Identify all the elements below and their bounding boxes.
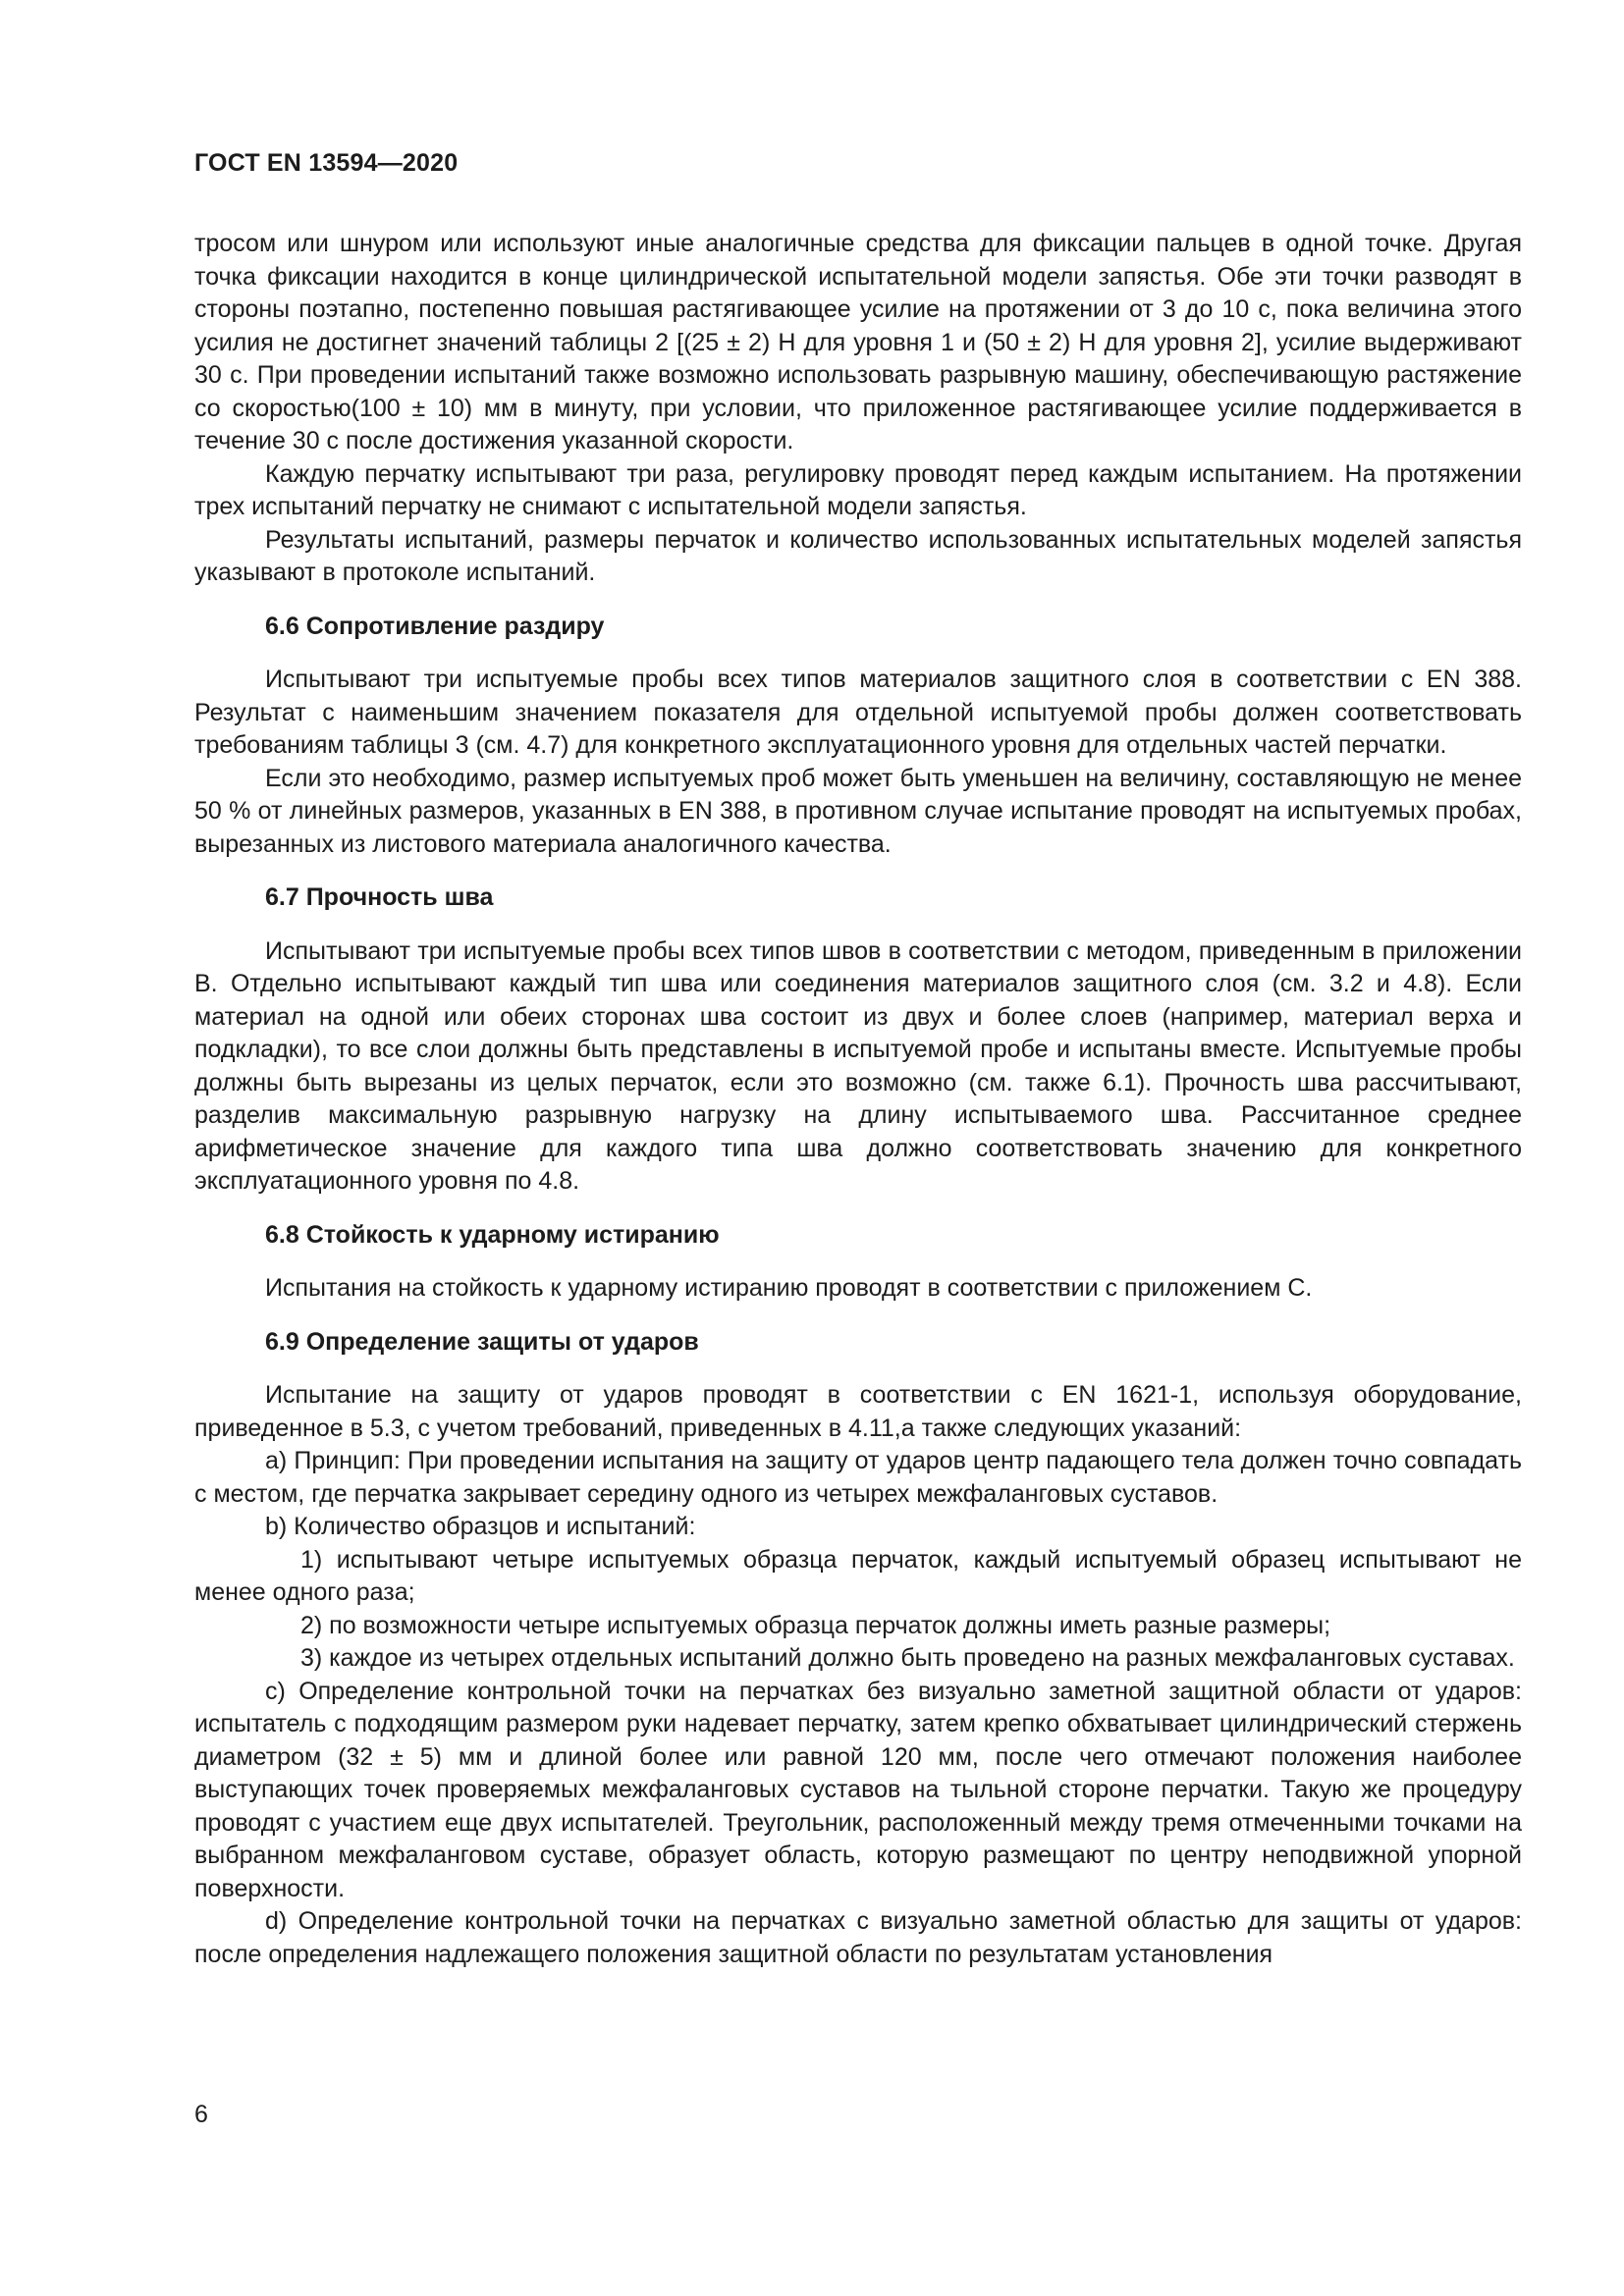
standard-title: ГОСТ EN 13594—2020 bbox=[194, 149, 459, 177]
list-item-a: a) Принцип: При проведении испытания на защиту от ударов центр падающего тела должен точно совпадать с местом, где перчатка закрывает середину одного из четырех межфаланговых суставов. bbox=[194, 1447, 1522, 1508]
list-item-b: b) Количество образцов и испытаний: bbox=[265, 1513, 696, 1540]
section-heading-6-9: 6.9 Определение защиты от ударов bbox=[265, 1327, 699, 1356]
document-body bbox=[194, 228, 1522, 1971]
paragraph: Если это необходимо, размер испытуемых проб может быть уменьшен на величину, составляющую не менее 50 % от линейных размеров, указанных в EN 388, в противном случае испытание проводят на испытуемых пробах, вырезанных из листового материала аналогичного качества. bbox=[194, 764, 1522, 858]
list-item-b2: 2) по возможности четыре испытуемых образца перчаток должны иметь разные размеры; bbox=[300, 1611, 1331, 1639]
paragraph: Каждую перчатку испытывают три раза, регулировку проводят перед каждым испытанием. На протяжении трех испытаний перчатку не снимают с испытательной модели запястья. bbox=[194, 459, 1522, 520]
section-heading-6-8: 6.8 Стойкость к ударному истиранию bbox=[265, 1220, 720, 1249]
paragraph: Испытывают три испытуемые пробы всех типов материалов защитного слоя в соответствии с EN 388. Результат с наименьшим значением показателя для отдельной испытуемой пробы должен соответствовать требованиям таблицы 3 (см. 4.7) для конкретного эксплуатационного уровня для отдельных частей перчатки. bbox=[194, 666, 1522, 759]
paragraph: тросом или шнуром или используют иные аналогичные средства для фиксации пальцев в одной точке. Другая точка фиксации находится в конце цилиндрической испытательной модели запястья. Обе эти точки разводят в стороны поэтапно, постепенно повышая растягивающее усилие на протяжении от 3 до 10 с, пока величина этого усилия не достигнет значений таблицы 2 [(25 ± 2) Н для уровня 1 и (50 ± 2) Н для уровня 2], усилие выдерживают 30 с. При проведении испытаний также возможно использовать разрывную машину, обеспечивающую растяжение со скоростью(100 ± 10) мм в минуту, при условии, что приложенное растягивающее усилие поддерживается в течение 30 с после достижения указанной скорости. bbox=[194, 230, 1522, 454]
list-item-b1: 1) испытывают четыре испытуемых образца перчаток, каждый испытуемый образец испытывают не менее одного раза; bbox=[194, 1545, 1522, 1606]
section-heading-6-6: 6.6 Сопротивление раздиру bbox=[265, 612, 605, 640]
paragraph: Испытывают три испытуемые пробы всех типов швов в соответствии с методом, приведенным в приложении В. Отдельно испытывают каждый тип шва или соединения материалов защитного слоя (см. 3.2 и 4.8). Если материал на одной или обеих сторонах шва состоит из двух и более слоев (например, материал верха и подкладки), то все слои должны быть представлены в испытуемой пробе и испытаны вместе. Испытуемые пробы должны быть вырезаны из целых перчаток, если это возможно (см. также 6.1). Прочность шва рассчитывают, разделив максимальную разрывную нагрузку на длину испытываемого шва. Рассчитанное среднее арифметическое значение для каждого типа шва должно соответствовать значению для конкретного эксплуатационного уровня по 4.8. bbox=[194, 936, 1522, 1195]
list-item-d: d) Определение контрольной точки на перчатках с визуально заметной областью для защиты от ударов: после определения надлежащего положения защитной области по результатам установления bbox=[194, 1907, 1522, 1968]
list-item-c: c) Определение контрольной точки на перчатках без визуально заметной защитной области от ударов: испытатель с подходящим размером руки надевает перчатку, затем крепко обхватывает цилиндрический стержень диаметром (32 ± 5) мм и длиной более или равной 120 мм, после чего отмечают положения наиболее выступающих точек проверяемых межфаланговых суставов на тыльной стороне перчатки. Такую же процедуру проводят с участием еще двух испытателей. Треугольник, расположенный между тремя отмеченными точками на выбранном межфаланговом суставе, образует область, которую размещают по центру неподвижной упорной поверхности. bbox=[194, 1677, 1522, 1902]
paragraph: Испытания на стойкость к ударному истиранию проводят в соответствии с приложением С. bbox=[265, 1274, 1313, 1302]
page-number: 6 bbox=[194, 2101, 208, 2128]
list-item-b3: 3) каждое из четырех отдельных испытаний должно быть проведено на разных межфаланговых суставах. bbox=[300, 1644, 1515, 1672]
section-heading-6-7: 6.7 Прочность шва bbox=[265, 883, 494, 911]
paragraph: Испытание на защиту от ударов проводят в соответствии с EN 1621-1, используя оборудование, приведенное в 5.3, с учетом требований, приведенных в 4.11,а также следующих указаний: bbox=[194, 1381, 1522, 1442]
paragraph: Результаты испытаний, размеры перчаток и количество использованных испытательных моделей запястья указывают в протоколе испытаний. bbox=[194, 525, 1522, 586]
